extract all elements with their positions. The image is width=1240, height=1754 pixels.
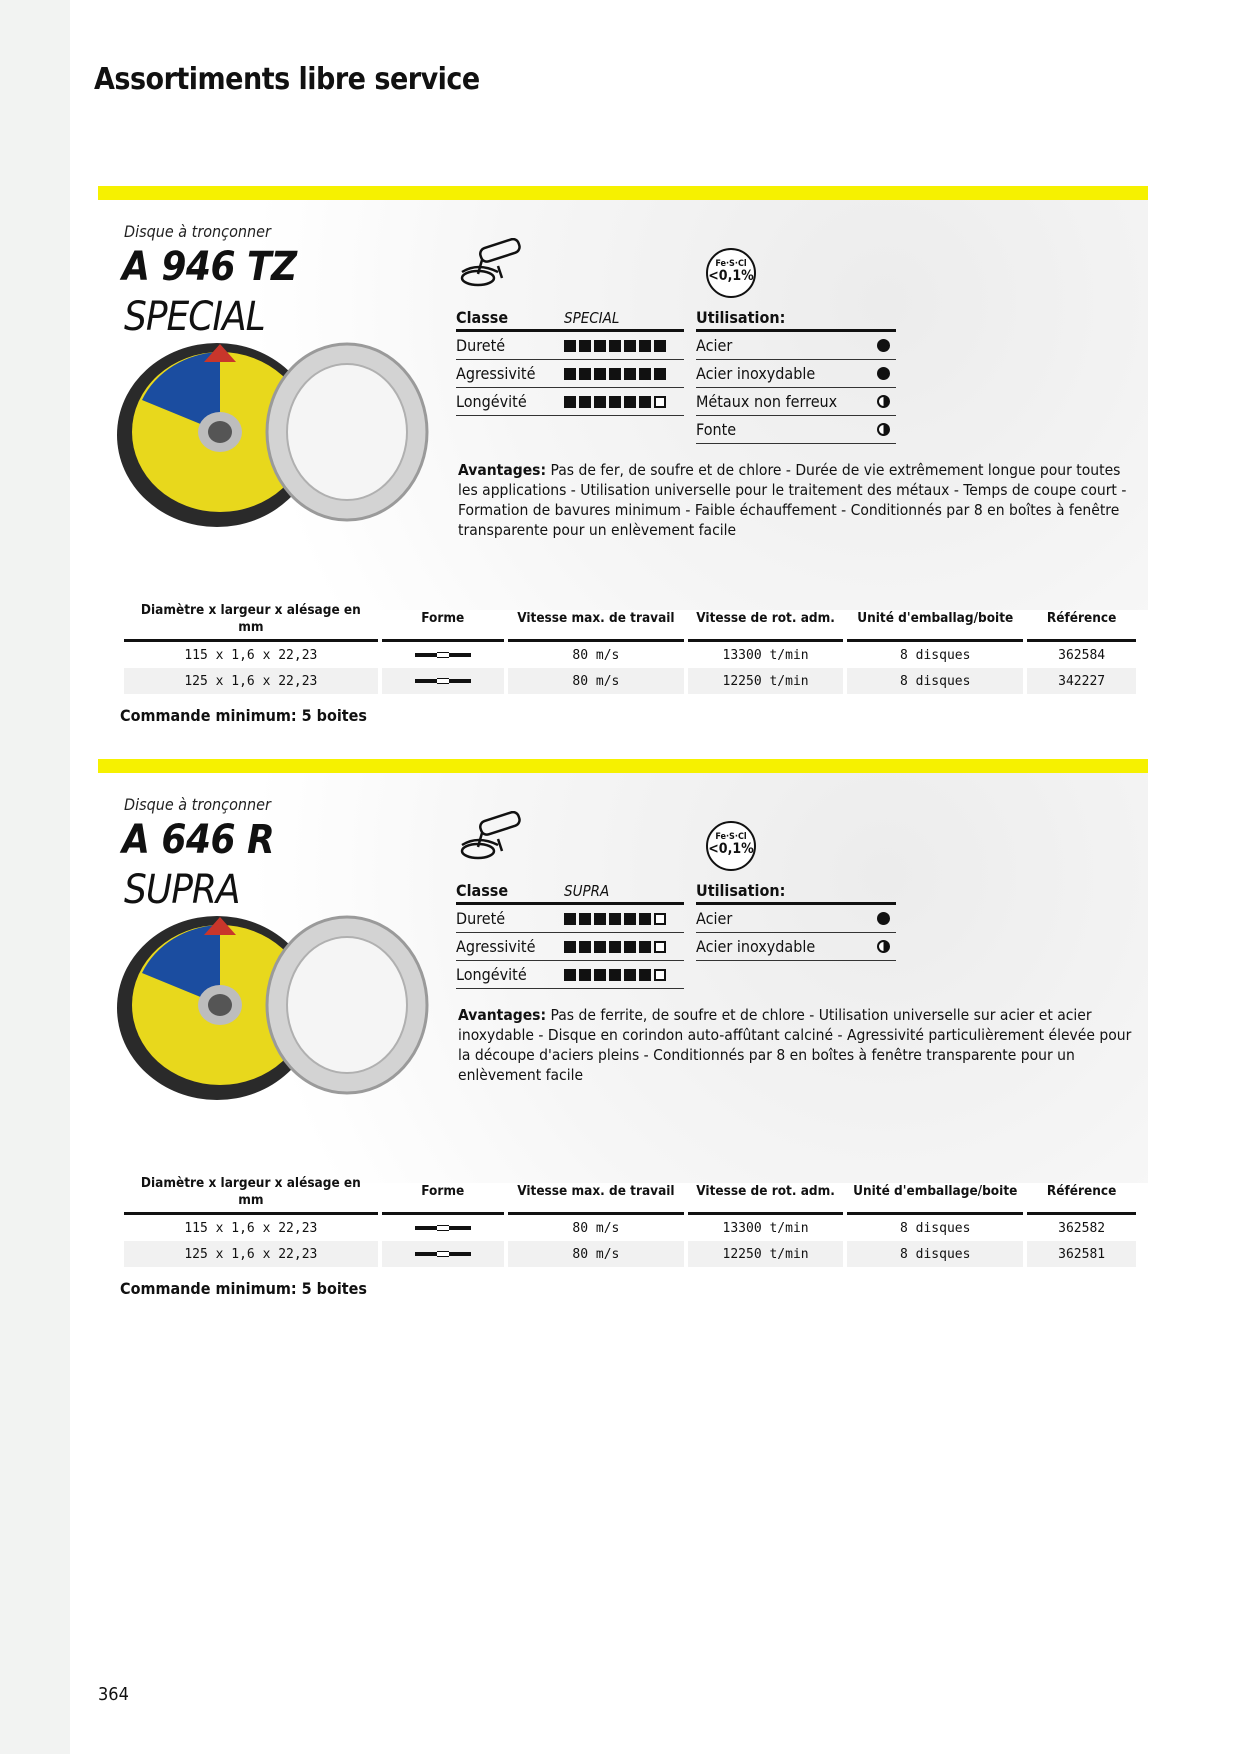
advantages-label: Avantages:	[458, 1006, 547, 1024]
use-label: Acier inoxydable	[696, 937, 816, 956]
utilisation-header: Utilisation:	[696, 306, 896, 332]
rating-square-filled-icon	[579, 941, 591, 953]
product-section-2	[98, 759, 1148, 1319]
flat-disc-shape-icon	[415, 679, 471, 683]
cutting-disc-box-image	[112, 913, 432, 1113]
table-row	[124, 1241, 1136, 1267]
rating-square-filled-icon	[639, 368, 651, 380]
product-name: A 646 R	[122, 817, 275, 863]
rating-square-filled-icon	[564, 340, 576, 352]
minimum-order-note: Commande minimum: 5 boites	[120, 1279, 367, 1298]
page-title: Assortiments libre service	[94, 62, 480, 97]
rating-label: Longévité	[456, 392, 527, 411]
col-header: Diamètre x largeur x alésage en mm	[124, 598, 378, 642]
cell-forme	[382, 642, 504, 668]
use-label: Acier inoxydable	[696, 364, 816, 383]
rating-label: Dureté	[456, 909, 506, 928]
suitability-dot-icon	[877, 423, 890, 436]
rating-square-filled-icon	[654, 340, 666, 352]
rating-squares	[564, 368, 666, 380]
use-row	[696, 388, 896, 416]
product-name: A 946 TZ	[122, 244, 297, 290]
col-header: Forme	[382, 1171, 504, 1215]
suitability-dot-icon	[877, 912, 890, 925]
specification-table	[120, 598, 1140, 694]
rating-square-filled-icon	[609, 368, 621, 380]
flat-disc-shape-icon	[415, 1226, 471, 1230]
rating-square-filled-icon	[579, 969, 591, 981]
cell-rpm: 12250 t/min	[688, 668, 843, 694]
col-header: Vitesse max. de travail	[508, 1171, 684, 1215]
rating-row	[456, 388, 684, 416]
rating-square-filled-icon	[609, 396, 621, 408]
rating-square-filled-icon	[564, 368, 576, 380]
classe-value: SPECIAL	[564, 308, 620, 327]
rating-squares	[564, 396, 666, 408]
col-header: Vitesse de rot. adm.	[688, 1171, 843, 1215]
classe-label: Classe	[456, 881, 509, 900]
fescl-value: <0,1%	[708, 268, 754, 284]
rating-row	[456, 332, 684, 360]
advantages-body: Pas de fer, de soufre et de chlore - Durée de vie extrêmement longue pour toutes les applications - Utilisation universelle pour le traitement des métaux - Temps de coupe court - Formation de bavures minimum - Faible échauffement - Conditionnés par 8 en boîtes à fenêtre transparente pour un enlèvement facile	[458, 461, 1127, 539]
fe-s-cl-badge-icon	[706, 248, 756, 298]
suitability-dot-icon	[877, 395, 890, 408]
rating-row	[456, 961, 684, 989]
suitability-dot-icon	[877, 940, 890, 953]
advantages-text	[458, 1005, 1138, 1085]
rating-square-filled-icon	[624, 913, 636, 925]
rating-square-filled-icon	[579, 396, 591, 408]
rating-square-filled-icon	[579, 913, 591, 925]
rating-square-filled-icon	[579, 368, 591, 380]
cell-reference: 362584	[1058, 647, 1106, 663]
yellow-accent-bar	[98, 186, 1148, 200]
fescl-label: Fe·S·Cl	[715, 259, 747, 269]
rating-square-filled-icon	[594, 941, 606, 953]
col-header: Unité d'emballage/boite	[847, 1171, 1023, 1215]
cell-reference: 362582	[1058, 1220, 1106, 1236]
side-margin-strip	[0, 0, 70, 1754]
rating-square-filled-icon	[564, 913, 576, 925]
classe-value: SUPRA	[564, 881, 610, 900]
product-subtitle: Disque à tronçonner	[124, 222, 271, 241]
cell-forme	[382, 1215, 504, 1241]
table-row	[124, 668, 1136, 694]
angle-grinder-icon	[458, 238, 524, 292]
yellow-accent-bar	[98, 759, 1148, 773]
rating-square-filled-icon	[624, 368, 636, 380]
rating-square-filled-icon	[594, 913, 606, 925]
use-row	[696, 332, 896, 360]
rating-square-filled-icon	[594, 396, 606, 408]
fe-s-cl-badge-icon	[706, 821, 756, 871]
cell-dimensions: 125 x 1,6 x 22,23	[124, 668, 378, 694]
cell-rpm: 13300 t/min	[722, 1220, 809, 1236]
cell-rpm: 12250 t/min	[688, 1241, 843, 1267]
class-spec-table	[456, 306, 684, 416]
suitability-dot-icon	[877, 339, 890, 352]
utilisation-table	[696, 879, 896, 961]
col-header: Diamètre x largeur x alésage en mm	[124, 1171, 378, 1215]
table-row	[124, 1215, 1136, 1241]
rating-square-filled-icon	[594, 969, 606, 981]
product-section-1	[98, 186, 1148, 726]
rating-label: Agressivité	[456, 937, 536, 956]
rating-square-filled-icon	[654, 368, 666, 380]
col-header: Référence	[1027, 598, 1136, 642]
rating-square-filled-icon	[579, 340, 591, 352]
cell-dimensions: 125 x 1,6 x 22,23	[124, 1241, 378, 1267]
use-label: Acier	[696, 909, 733, 928]
rating-label: Dureté	[456, 336, 506, 355]
col-header: Référence	[1027, 1171, 1136, 1215]
rating-square-filled-icon	[639, 941, 651, 953]
minimum-order-note: Commande minimum: 5 boites	[120, 706, 367, 725]
rating-square-filled-icon	[564, 396, 576, 408]
class-spec-table	[456, 879, 684, 989]
cell-reference: 362581	[1027, 1241, 1136, 1267]
col-header: Unité d'emballag/boite	[847, 598, 1023, 642]
cell-rpm: 13300 t/min	[722, 647, 809, 663]
use-row	[696, 905, 896, 933]
use-row	[696, 360, 896, 388]
cell-dimensions: 115 x 1,6 x 22,23	[184, 647, 318, 663]
utilisation-header: Utilisation:	[696, 879, 896, 905]
product-hero	[98, 200, 1148, 610]
col-header: Vitesse max. de travail	[508, 598, 684, 642]
rating-square-filled-icon	[609, 969, 621, 981]
use-label: Fonte	[696, 420, 737, 439]
rating-label: Longévité	[456, 965, 527, 984]
rating-label: Agressivité	[456, 364, 536, 383]
specification-table	[120, 1171, 1140, 1267]
advantages-label: Avantages:	[458, 461, 547, 479]
rating-row	[456, 360, 684, 388]
rating-square-filled-icon	[624, 340, 636, 352]
rating-square-empty-icon	[654, 941, 666, 953]
use-row	[696, 933, 896, 961]
product-subtitle: Disque à tronçonner	[124, 795, 271, 814]
product-grade: SPECIAL	[124, 294, 265, 340]
rating-square-filled-icon	[594, 340, 606, 352]
cell-speed: 80 m/s	[508, 668, 684, 694]
cell-speed: 80 m/s	[572, 1220, 620, 1236]
rating-squares	[564, 913, 666, 925]
angle-grinder-icon	[458, 811, 524, 865]
use-row	[696, 416, 896, 444]
cutting-disc-box-image	[112, 340, 432, 540]
rating-square-filled-icon	[564, 969, 576, 981]
cell-forme	[382, 1241, 504, 1267]
cell-speed: 80 m/s	[572, 647, 620, 663]
classe-label: Classe	[456, 308, 509, 327]
cell-unit: 8 disques	[847, 668, 1023, 694]
cell-speed: 80 m/s	[508, 1241, 684, 1267]
flat-disc-shape-icon	[415, 1252, 471, 1256]
rating-square-filled-icon	[594, 368, 606, 380]
product-grade: SUPRA	[124, 867, 240, 913]
rating-square-empty-icon	[654, 396, 666, 408]
rating-square-filled-icon	[564, 941, 576, 953]
advantages-body: Pas de ferrite, de soufre et de chlore - Utilisation universelle sur acier et acier inoxydable - Disque en corindon auto-affûtant calciné - Agressivité particulièrement élevée pour la découpe d'aciers pleins - Conditionnés par 8 en boîtes à fenêtre transparente pour un enlèvement facile	[458, 1006, 1132, 1084]
utilisation-table	[696, 306, 896, 444]
rating-square-filled-icon	[639, 396, 651, 408]
rating-square-filled-icon	[624, 969, 636, 981]
col-header: Forme	[382, 598, 504, 642]
rating-square-filled-icon	[639, 913, 651, 925]
page-number: 364	[98, 1684, 129, 1705]
fescl-value: <0,1%	[708, 841, 754, 857]
rating-row	[456, 905, 684, 933]
rating-square-filled-icon	[624, 396, 636, 408]
flat-disc-shape-icon	[415, 653, 471, 657]
cell-dimensions: 115 x 1,6 x 22,23	[184, 1220, 318, 1236]
cell-reference: 342227	[1027, 668, 1136, 694]
cell-unit: 8 disques	[847, 1241, 1023, 1267]
cell-forme	[382, 668, 504, 694]
rating-square-filled-icon	[609, 913, 621, 925]
table-row	[124, 642, 1136, 668]
rating-square-filled-icon	[639, 969, 651, 981]
use-label: Métaux non ferreux	[696, 392, 838, 411]
rating-square-filled-icon	[609, 941, 621, 953]
rating-square-filled-icon	[624, 941, 636, 953]
rating-squares	[564, 969, 666, 981]
fescl-label: Fe·S·Cl	[715, 832, 747, 842]
col-header: Vitesse de rot. adm.	[688, 598, 843, 642]
rating-squares	[564, 340, 666, 352]
rating-squares	[564, 941, 666, 953]
cell-unit: 8 disques	[900, 1220, 971, 1236]
suitability-dot-icon	[877, 367, 890, 380]
use-label: Acier	[696, 336, 733, 355]
rating-row	[456, 933, 684, 961]
rating-square-filled-icon	[639, 340, 651, 352]
product-hero	[98, 773, 1148, 1183]
rating-square-empty-icon	[654, 913, 666, 925]
rating-square-empty-icon	[654, 969, 666, 981]
rating-square-filled-icon	[609, 340, 621, 352]
cell-unit: 8 disques	[900, 647, 971, 663]
advantages-text	[458, 460, 1138, 540]
